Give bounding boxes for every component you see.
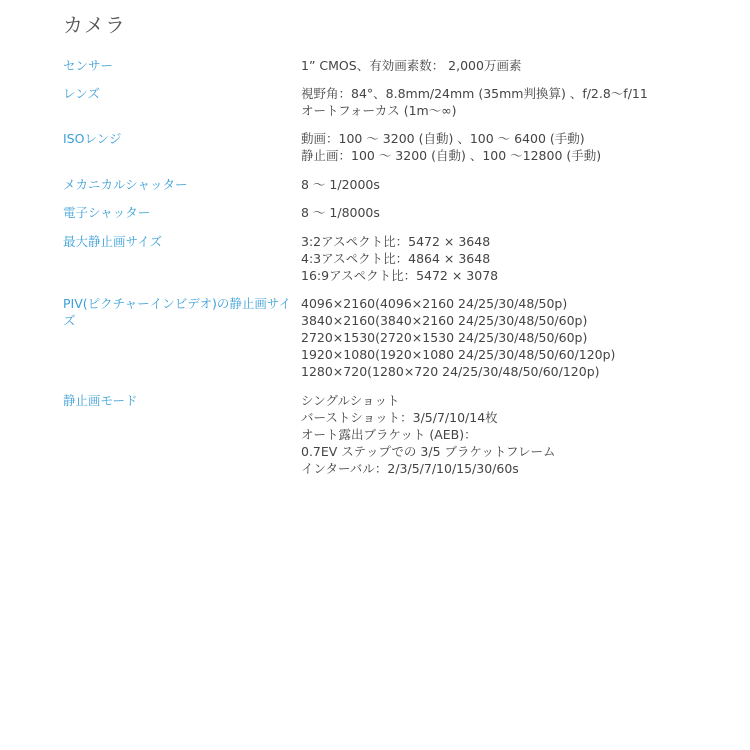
spec-label: [63, 204, 295, 221]
spec-value-line: 4096×2160(4096×2160 24/25/30/48/50p): [301, 296, 568, 311]
spec-label: [63, 57, 295, 74]
spec-value-line: 視野角：84°、8.8mm/24mm (35mm判換算) 、f/2.8〜f/11: [301, 86, 648, 101]
spec-label-line: ISOレンジ: [63, 131, 122, 146]
spec-label-line: メカニカルシャッター: [63, 177, 188, 192]
spec-value-line: 静止画：100 〜 3200 (自動) 、100 〜12800 (手動): [301, 148, 602, 163]
spec-label: [63, 85, 295, 102]
spec-label-line: レンズ: [63, 86, 100, 101]
spec-label-line: ズ: [63, 313, 76, 328]
spec-value-line: 3840×2160(3840×2160 24/25/30/48/50/60p): [301, 313, 588, 328]
spec-value-line: インターバル：2/3/5/7/10/15/30/60s: [301, 461, 519, 476]
spec-value-line: 4:3アスペクト比：4864 × 3648: [301, 251, 491, 266]
spec-label-line: 最大静止画サイズ: [63, 234, 163, 249]
spec-value-line: 1280×720(1280×720 24/25/30/48/50/60/120p): [301, 364, 600, 379]
spec-label: [63, 233, 295, 250]
spec-label-line: 静止画モード: [63, 393, 138, 408]
spec-value-line: シングルショット: [301, 393, 400, 408]
spec-value-line: 動画：100 〜 3200 (自動) 、100 〜 6400 (手動): [301, 131, 585, 146]
spec-value-line: 1” CMOS、有効画素数： 2,000万画素: [301, 58, 522, 73]
spec-label: [63, 130, 295, 147]
spec-label: [63, 392, 295, 409]
spec-value: [301, 392, 741, 477]
page-title: カメラ: [63, 13, 126, 37]
spec-label-line: センサー: [63, 58, 114, 73]
spec-label: [63, 176, 295, 193]
spec-value-line: 8 〜 1/8000s: [301, 205, 380, 220]
spec-label-line: PIV(ピクチャーインビデオ)の静止画サイ: [63, 296, 292, 311]
spec-value: [301, 130, 741, 164]
spec-label: [63, 295, 295, 329]
spec-value: [301, 176, 741, 193]
spec-value: [301, 57, 741, 74]
spec-value-line: 1920×1080(1920×1080 24/25/30/48/50/60/120p): [301, 347, 616, 362]
spec-value: [301, 204, 741, 221]
spec-value-line: 8 〜 1/2000s: [301, 177, 380, 192]
spec-value-line: 0.7EV ステップでの 3/5 ブラケットフレーム: [301, 444, 556, 459]
spec-value: [301, 85, 741, 119]
spec-value-line: オートフォーカス (1m〜∞): [301, 103, 457, 118]
spec-label-line: 電子シャッター: [63, 205, 151, 220]
spec-value-line: 16:9アスペクト比：5472 × 3078: [301, 268, 499, 283]
spec-value-line: バーストショット：3/5/7/10/14枚: [301, 410, 498, 425]
spec-value: [301, 295, 741, 380]
spec-value-line: オート露出ブラケット (AEB)：: [301, 427, 477, 442]
spec-value-line: 2720×1530(2720×1530 24/25/30/48/50/60p): [301, 330, 588, 345]
spec-value-line: 3:2アスペクト比：5472 × 3648: [301, 234, 491, 249]
spec-value: [301, 233, 741, 284]
